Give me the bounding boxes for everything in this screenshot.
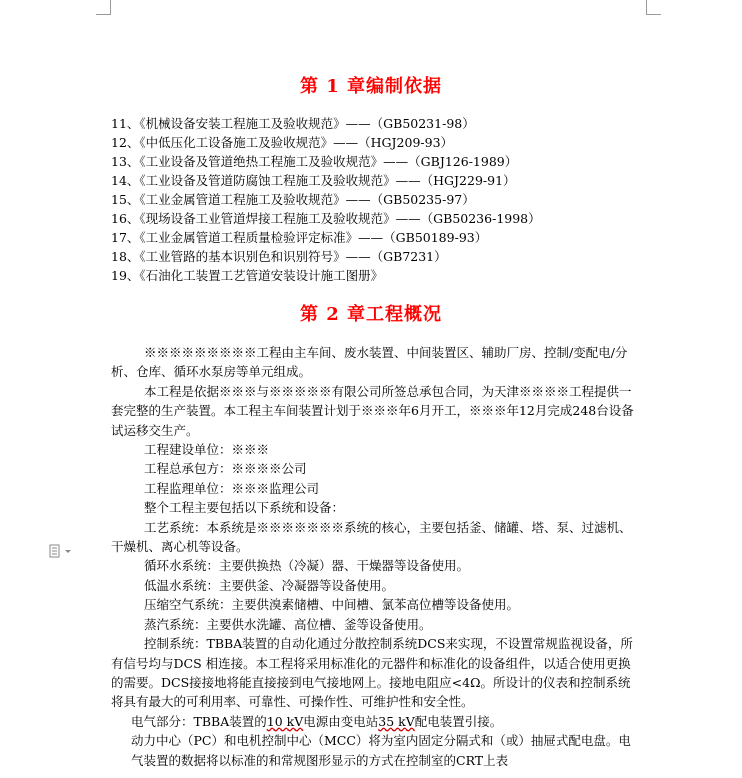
reference-item: 19、《石油化工装置工艺管道安装设计施工图册》 [111, 268, 384, 283]
chapter1-title: 第 1 章编制依据 [299, 76, 443, 97]
steam-system: 蒸汽系统：主要供水洗罐、高位槽、釜等设备使用。 [144, 616, 432, 632]
page-corner-mark-left [96, 0, 111, 15]
reference-item: 18、《工业管路的基本识别色和识别符号》——（GB7231） [111, 249, 447, 264]
reference-item: 12、《中低压化工设备施工及验收规范》——（HGJ209-93） [111, 135, 454, 150]
reference-item: 15、《工业金属管道工程施工及验收规范》——（GB50235-97） [111, 192, 475, 207]
low-temp-water-system: 低温水系统：主要供釜、冷凝器等设备使用。 [144, 577, 395, 593]
supervisor-line: 工程监理单位：※※※监理公司 [144, 480, 320, 496]
overview-paragraph-1: ※※※※※※※※※工程由主车间、废水装置、中间装置区、辅助厂房、控制/变配电/分析、仓库、循环水泵房等单元组成。 [111, 345, 628, 380]
electrical-lead: 电气部分：TBBA装置的 [131, 713, 267, 729]
reference-item: 13、《工业设备及管道绝热工程施工及验收规范》——（GBJ126-1989） [111, 154, 518, 169]
voltage-10kv: 10 kV [266, 713, 304, 729]
overview-paragraph-2: 本工程是依据※※※与※※※※※有限公司所签总承包合同，为天津※※※※工程提供一套完整的生产装置。本工程主车间装置计划于※※※年6月开工，※※※年12月完成248台设备试运移交生产。 [111, 383, 634, 438]
circulating-water-system: 循环水系统：主要供换热（冷凝）器、干燥器等设备使用。 [144, 558, 470, 574]
compressed-air-system: 压缩空气系统：主要供溴素储槽、中间槽、氯苯高位槽等设备使用。 [144, 597, 520, 613]
reference-list [111, 114, 671, 285]
owner-line: 工程建设单位：※※※ [144, 442, 270, 458]
reference-item: 14、《工业设备及管道防腐蚀工程施工及验收规范》——（HGJ229-91） [111, 173, 516, 188]
reference-item: 16、《现场设备工业管道焊接工程施工及验收规范》——（GB50236-1998） [111, 211, 541, 226]
electrical-tail: 配电装置引接。 [414, 713, 503, 729]
systems-intro: 整个工程主要包括以下系统和设备： [144, 500, 345, 516]
electrical-section [111, 712, 641, 731]
power-center-paragraph: 动力中心（PC）和电机控制中心（MCC）将为室内固定分隔式和（或）抽屉式配电盘。电气装置的数据将以标准的和常规图形显示的方式在控制室的CRT上表 [131, 733, 631, 768]
electrical-mid: 电源由变电站 [303, 713, 379, 729]
reference-item: 17、《工业金属管道工程质量检验评定标准》——（GB50189-93） [111, 230, 488, 245]
chapter2-title: 第 2 章工程概况 [299, 304, 443, 325]
process-system: 工艺系统：本系统是※※※※※※※系统的核心，主要包括釜、储罐、塔、泵、过滤机、干燥机、离心机等设备。 [111, 519, 632, 555]
reference-item: 11、《机械设备安装工程施工及验收规范》——（GB50231-98） [111, 116, 475, 131]
paste-options-icon[interactable] [48, 543, 78, 559]
contractor-line: 工程总承包方：※※※※公司 [144, 461, 307, 477]
page-corner-mark-right [646, 0, 661, 15]
control-system: 控制系统：TBBA装置的自动化通过分散控制系统DCS来实现，不设置常规监视设备，所有信号均与DCS 相连接。本工程将采用标准化的元器件和标准化的设备组件，以适合使用更换的需要。DCS接接地将能直接接到电气接地网上。接地电阻应<4Ω。所设计的仪表和控制系统将具有最大的可利用率、可靠性、可操作性、可维护性和安全性。 [111, 636, 633, 710]
voltage-35kv: 35 kV [378, 713, 415, 729]
chapter2-body [111, 343, 641, 770]
